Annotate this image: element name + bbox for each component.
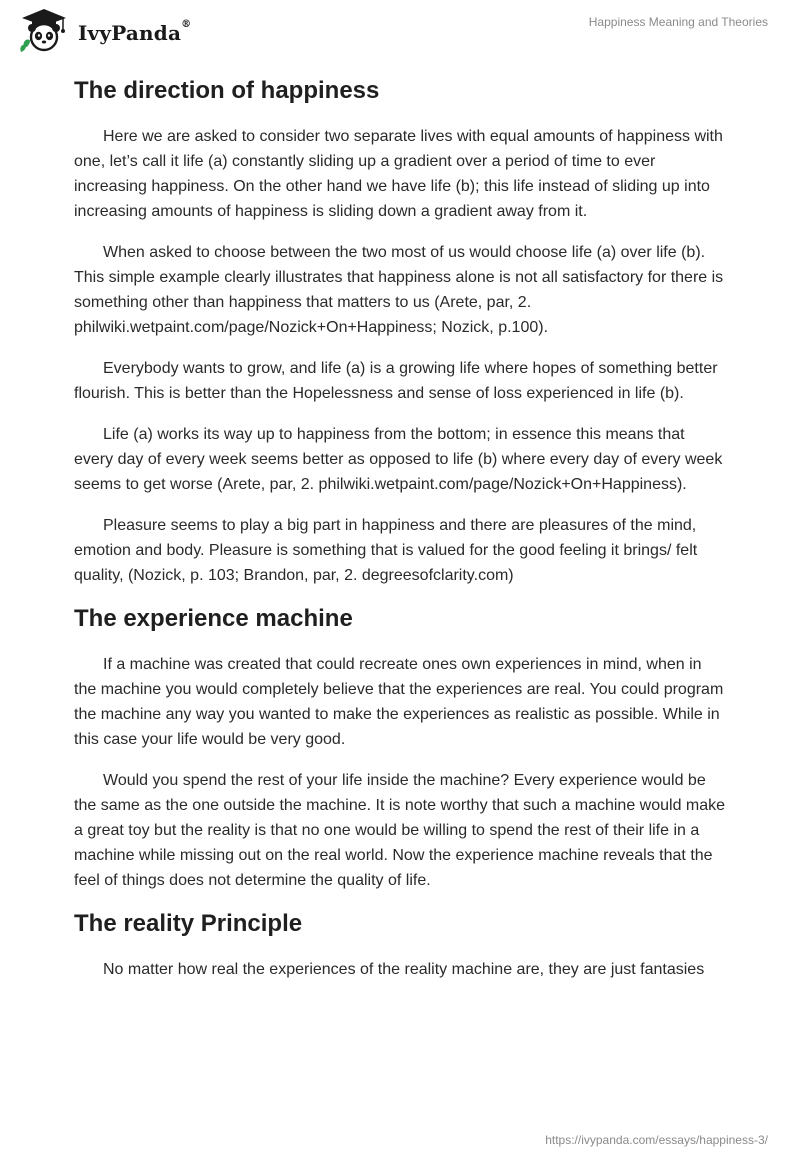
source-url[interactable]: https://ivypanda.com/essays/happiness-3/: [545, 1133, 768, 1147]
brand-text: IvyPanda: [78, 21, 182, 45]
essay-content: [74, 72, 726, 982]
paragraph: Would you spend the rest of your life inside the machine? Every experience would be the same as the one outside the machine. It is note worthy that such a machine would make a great toy but the reality is that no one would be willing to spend the rest of their life in a machine while missing out on the real world. Now the experience machine reveals that the feel of things does not determine the quality of life.: [74, 772, 726, 889]
section-heading: The experience machine: [74, 605, 353, 632]
paragraph: If a machine was created that could recreate ones own experiences in mind, when in the machine you would completely believe that the experiences are real. You could program the machine any way you wanted to make the experiences as realistic as possible. While in this case your life would be very good.: [74, 656, 724, 748]
section-heading: The direction of happiness: [74, 77, 380, 104]
paragraph: Here we are asked to consider two separate lives with equal amounts of happiness with one, let’s call it life (a) constantly sliding up a gradient over a period of time to ever increasing happiness. On the other hand we have life (b); this life instead of sliding up into increasing amounts of happiness is sliding down a gradient away from it.: [74, 128, 723, 220]
panda-graduate-icon: [16, 6, 72, 54]
document-title: Happiness Meaning and Theories: [588, 15, 768, 29]
registered-mark: ®: [181, 19, 192, 30]
paragraph: When asked to choose between the two most of us would choose life (a) over life (b). This simple example clearly illustrates that happiness alone is not all satisfactory for there is something other than happiness that matters to us (Arete, par, 2. philwiki.wetpaint.com/page/Nozick+On+Happiness; Nozick, p.100).: [74, 244, 724, 336]
paragraph: Everybody wants to grow, and life (a) is a growing life where hopes of something better flourish. This is better than the Hopelessness and sense of loss experienced in life (b).: [74, 360, 718, 402]
paragraph: No matter how real the experiences of the reality machine are, they are just fantasies: [103, 961, 705, 978]
ivypanda-logo[interactable]: [16, 6, 191, 54]
page-header: [0, 0, 800, 64]
paragraph: Pleasure seems to play a big part in happiness and there are pleasures of the mind, emotion and body. Pleasure is something that is valued for the good feeling it brings/ felt quality, (Nozick, p. 103; Brandon, par, 2. degreesofclarity.com): [74, 517, 698, 584]
brand-name: [78, 21, 191, 45]
section-heading: The reality Principle: [74, 910, 303, 937]
paragraph: Life (a) works its way up to happiness from the bottom; in essence this means that every day of every week seems better as opposed to life (b) where every day of every week seems to get worse (Arete, par, 2. philwiki.wetpaint.com/page/Nozick+On+Happiness).: [74, 426, 723, 493]
